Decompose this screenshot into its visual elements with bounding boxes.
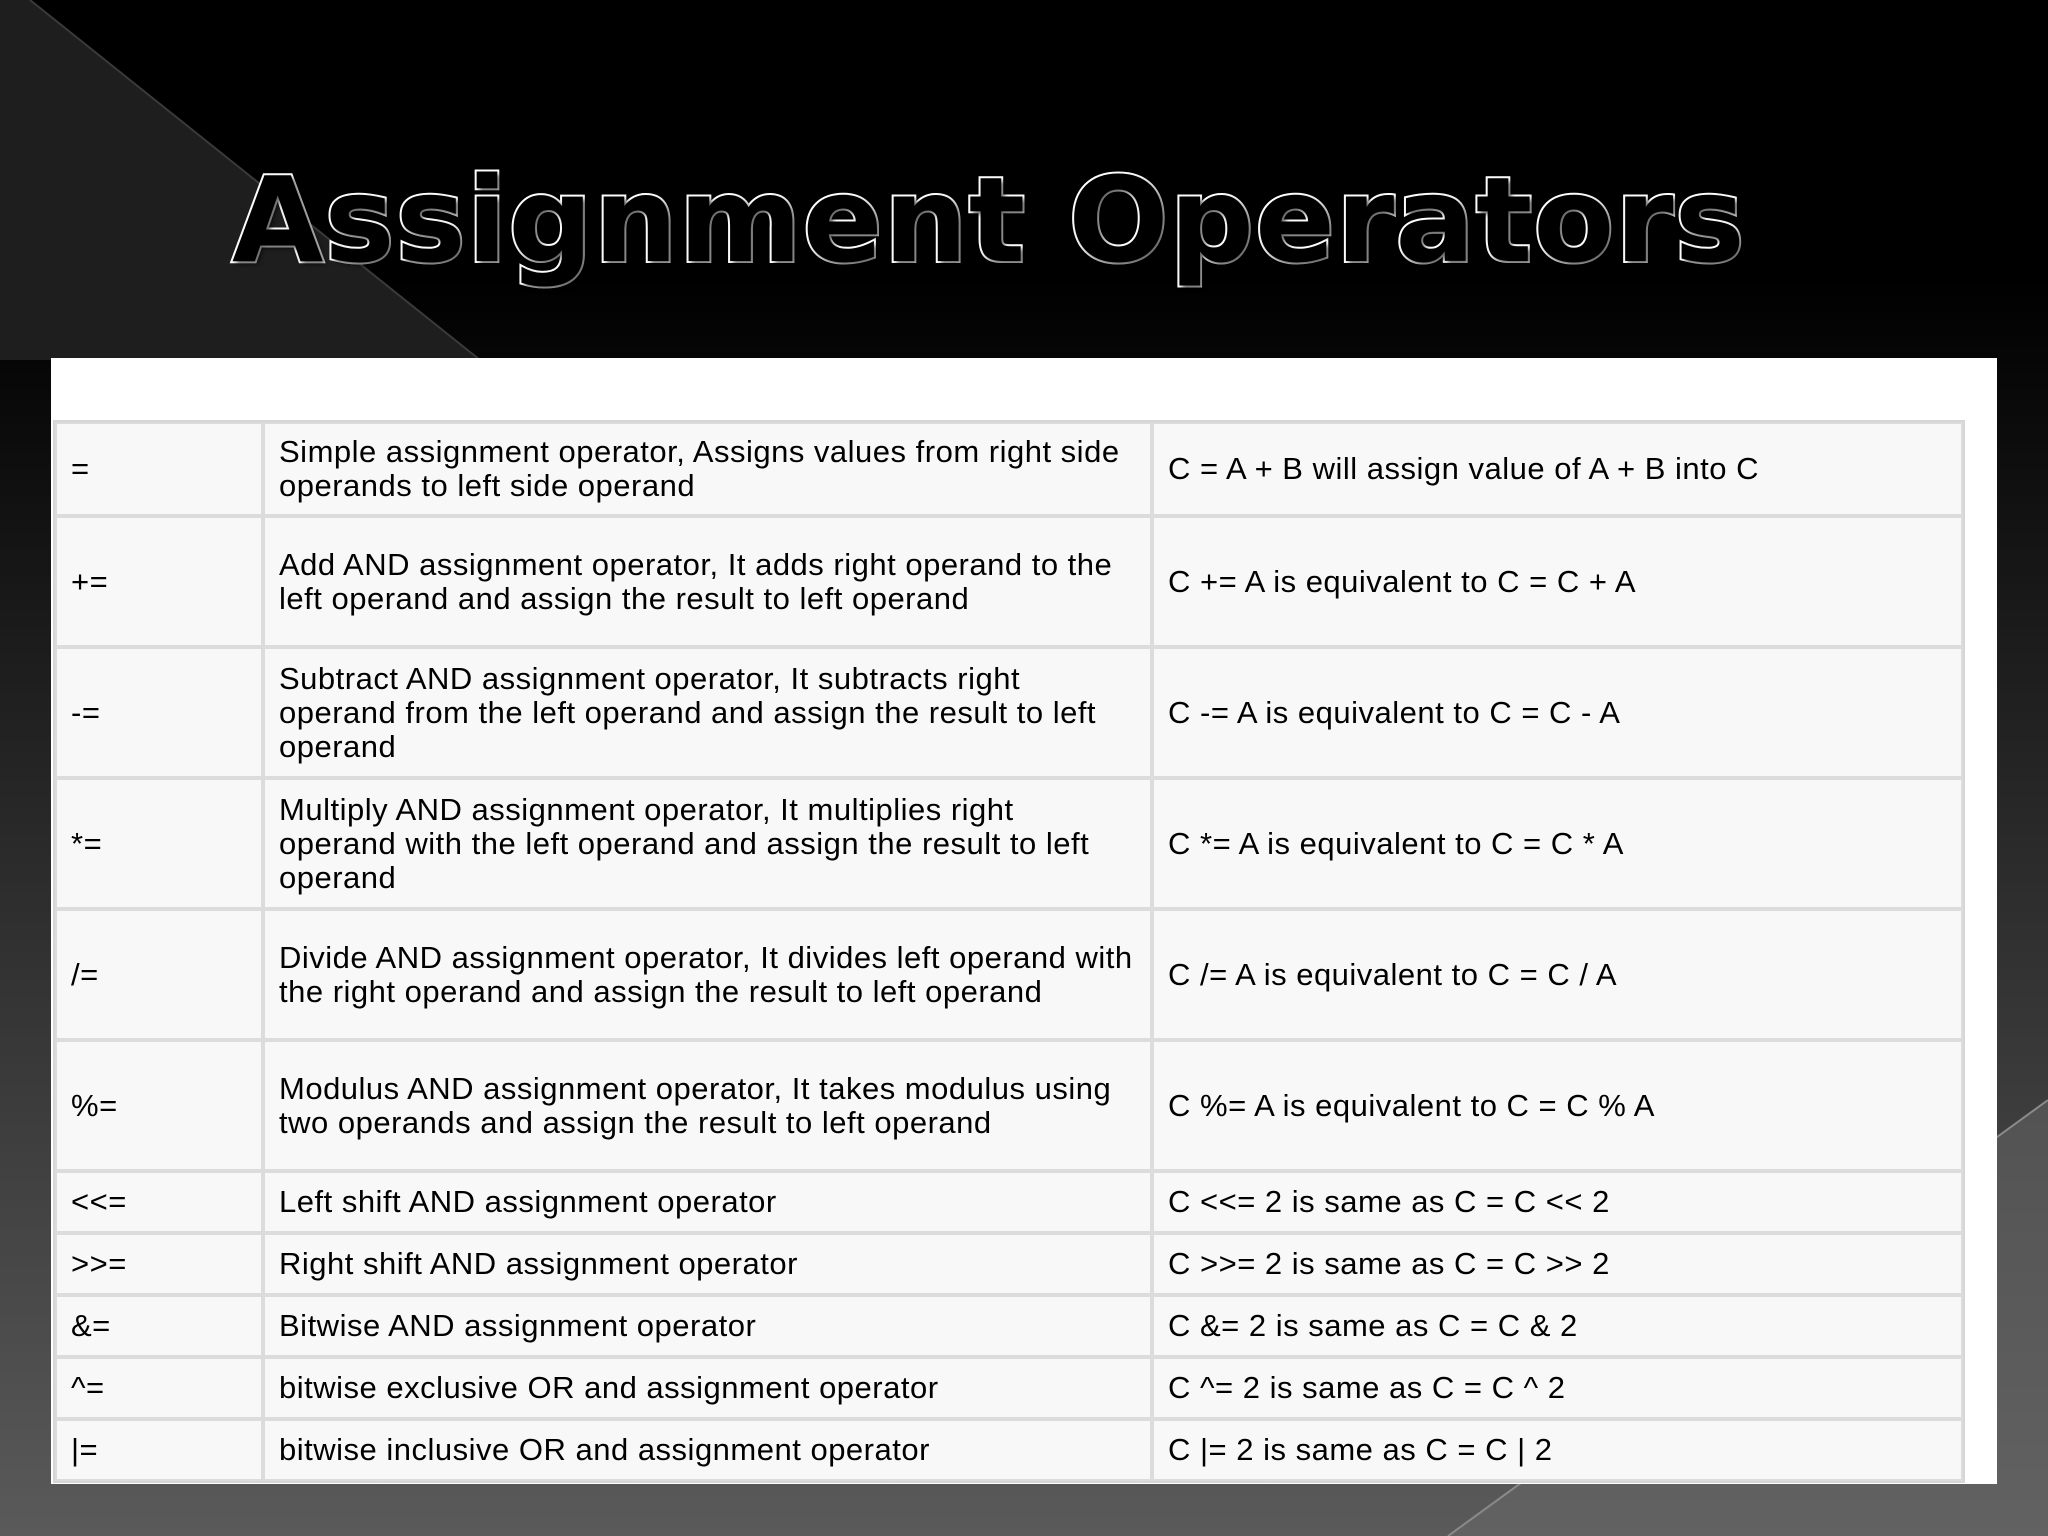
slide-title: Assignment Operators	[232, 151, 1746, 289]
operator-cell: ^=	[55, 1357, 263, 1419]
example-cell: C &= 2 is same as C = C & 2	[1152, 1295, 1963, 1357]
operator-cell: &=	[55, 1295, 263, 1357]
description-cell: Bitwise AND assignment operator	[263, 1295, 1152, 1357]
operator-cell: %=	[55, 1040, 263, 1171]
table-card	[51, 358, 1997, 1484]
example-cell: C += A is equivalent to C = C + A	[1152, 516, 1963, 647]
table-row	[55, 1295, 1963, 1357]
operator-cell: -=	[55, 647, 263, 778]
table-row	[55, 1357, 1963, 1419]
example-cell: C -= A is equivalent to C = C - A	[1152, 647, 1963, 778]
operator-cell: <<=	[55, 1171, 263, 1233]
table-row	[55, 516, 1963, 647]
operator-cell: |=	[55, 1419, 263, 1481]
example-cell: C = A + B will assign value of A + B into C	[1152, 422, 1963, 516]
example-cell: C /= A is equivalent to C = C / A	[1152, 909, 1963, 1040]
description-cell: Subtract AND assignment operator, It subtracts right operand from the left operand and assign the result to left operand	[263, 647, 1152, 778]
description-cell: Add AND assignment operator, It adds right operand to the left operand and assign the result to left operand	[263, 516, 1152, 647]
table-row	[55, 1233, 1963, 1295]
example-cell: C <<= 2 is same as C = C << 2	[1152, 1171, 1963, 1233]
description-cell: Modulus AND assignment operator, It takes modulus using two operands and assign the result to left operand	[263, 1040, 1152, 1171]
description-cell: Simple assignment operator, Assigns values from right side operands to left side operand	[263, 422, 1152, 516]
example-cell: C >>= 2 is same as C = C >> 2	[1152, 1233, 1963, 1295]
table-row	[55, 1419, 1963, 1481]
example-cell: C |= 2 is same as C = C | 2	[1152, 1419, 1963, 1481]
example-cell: C ^= 2 is same as C = C ^ 2	[1152, 1357, 1963, 1419]
table-row	[55, 1171, 1963, 1233]
operator-cell: /=	[55, 909, 263, 1040]
table-row	[55, 422, 1963, 516]
example-cell: C %= A is equivalent to C = C % A	[1152, 1040, 1963, 1171]
description-cell: Left shift AND assignment operator	[263, 1171, 1152, 1233]
operator-cell: +=	[55, 516, 263, 647]
operator-cell: >>=	[55, 1233, 263, 1295]
description-cell: Divide AND assignment operator, It divides left operand with the right operand and assign the result to left operand	[263, 909, 1152, 1040]
operator-cell: =	[55, 422, 263, 516]
operator-cell: *=	[55, 778, 263, 909]
description-cell: Right shift AND assignment operator	[263, 1233, 1152, 1295]
example-cell: C *= A is equivalent to C = C * A	[1152, 778, 1963, 909]
description-cell: bitwise inclusive OR and assignment operator	[263, 1419, 1152, 1481]
table-row	[55, 1040, 1963, 1171]
assignment-operators-table	[53, 420, 1965, 1483]
description-cell: Multiply AND assignment operator, It multiplies right operand with the left operand and assign the result to left operand	[263, 778, 1152, 909]
description-cell: bitwise exclusive OR and assignment operator	[263, 1357, 1152, 1419]
table-row	[55, 647, 1963, 778]
table-row	[55, 778, 1963, 909]
table-row	[55, 909, 1963, 1040]
